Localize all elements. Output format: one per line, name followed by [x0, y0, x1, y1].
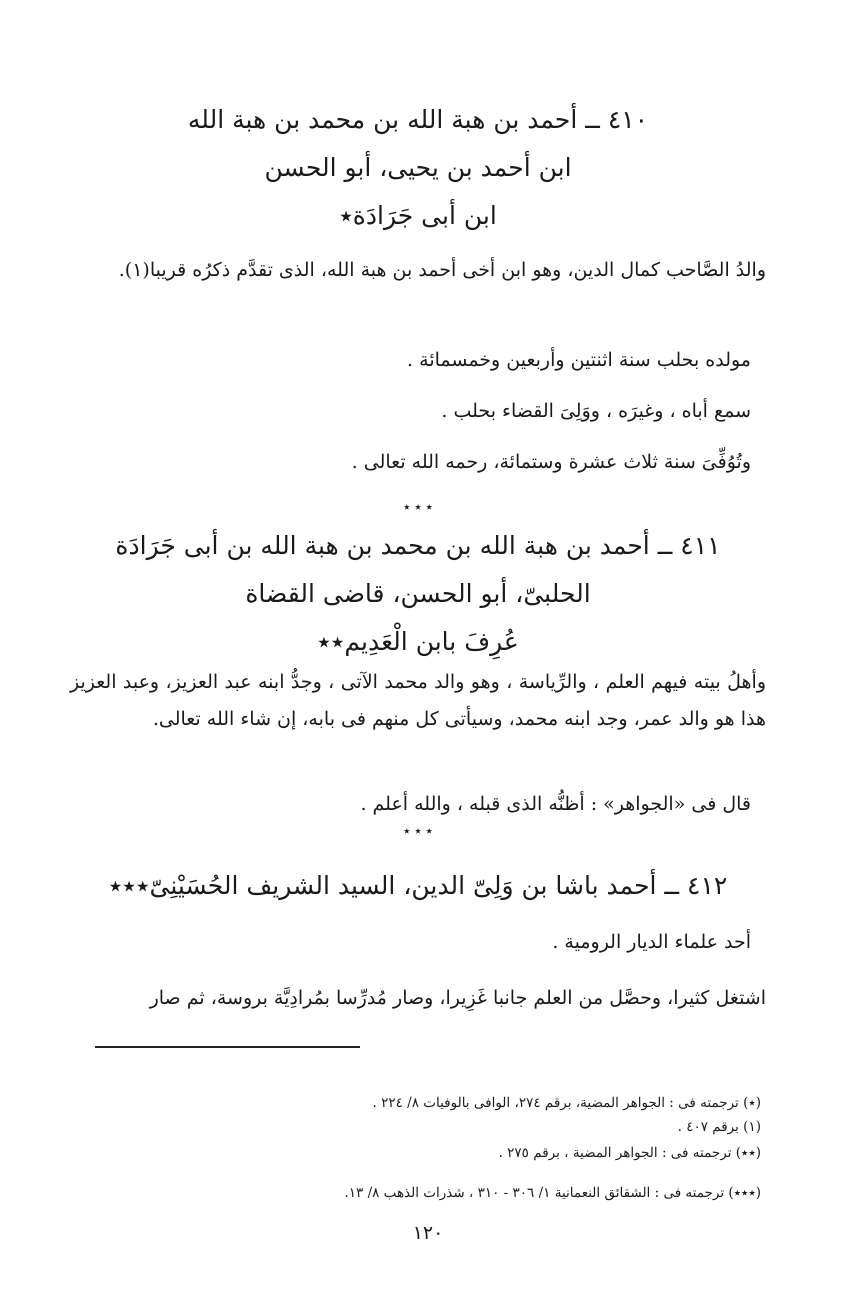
- footnote: (١) برقم ٤٠٧ .: [677, 1119, 761, 1135]
- text-line: مولده بحلب سنة اثنتين وأربعين وخمسمائة .: [407, 349, 751, 371]
- entry-411-lines: [70, 786, 751, 823]
- heading-line: ابن أحمد بن يحيى، أبو الحسن: [264, 153, 572, 182]
- heading-line: الحلبىّ، أبو الحسن، قاضى القضاة: [245, 579, 591, 608]
- text-line: سمع أباه ، وغيرَه ، ووَلِىَ القضاء بحلب .: [441, 400, 751, 422]
- entry-410-lines: [70, 342, 751, 481]
- entry-410-heading: [70, 96, 766, 240]
- footnote: (٭٭٭) ترجمته فى : الشقائق النعمانية ١/ ٣٠٦ - ٣١٠ ، شذرات الذهب ٨/ ١٣.: [344, 1185, 761, 1201]
- section-separator: ٭ ٭ ٭: [403, 500, 433, 515]
- heading-line: عُرِفَ بابن الْعَدِيم٭٭: [317, 627, 519, 656]
- heading-line: ٤١١ ــ أحمد بن هبة الله بن محمد بن هبة الله بن أبى جَرَادَة: [115, 531, 721, 560]
- heading-line: ٤١٢ ــ أحمد باشا بن وَلِىّ الدين، السيد الشريف الحُسَيْنِىّ٭٭٭: [108, 871, 728, 900]
- entry-412-intro: اشتغل كثيرا، وحصَّل من العلم جانبا غَزِيرا، وصار مُدرِّسا بمُرادِيَّة بروسة، ثم صار: [149, 987, 766, 1009]
- footnote: (٭٭) ترجمته فى : الجواهر المضية ، برقم ٢٧٥ .: [498, 1145, 761, 1161]
- footnote-divider: [95, 1046, 360, 1048]
- heading-line: ابن أبى جَرَادَة٭: [339, 201, 497, 230]
- heading-line: ٤١٠ ــ أحمد بن هبة الله بن محمد بن هبة الله: [187, 105, 649, 134]
- section-separator: ٭ ٭ ٭: [403, 824, 433, 839]
- entry-411-heading: [70, 522, 766, 666]
- text-line: أحد علماء الديار الرومية .: [552, 931, 751, 953]
- entry-412-heading: [70, 862, 766, 910]
- entry-411-intro: وأهلُ بيته فيهم العلم ، والرِّياسة ، وهو والد محمد الآتى ، وجدُّ ابنه عبد العزيز، وعبد العزيز هذا هو والد عمر، وجد ابنه محمد، وسيأتى كل منهم فى بابه، إن شاء الله تعالى.: [70, 671, 766, 730]
- entry-412-lines: [70, 924, 751, 961]
- footnote: (٭) ترجمته فى : الجواهر المضية، برقم ٢٧٤، الوافى بالوفيات ٨/ ٢٢٤ .: [372, 1095, 761, 1111]
- text-line: وتُوُفِّىَ سنة ثلاث عشرة وستمائة، رحمه الله تعالى .: [351, 451, 751, 473]
- entry-410-intro: والدُ الصَّاحب كمال الدين، وهو ابن أخى أحمد بن هبة الله، الذى تقدَّم ذكرُه قريبا(١).: [118, 259, 766, 281]
- text-line: قال فى «الجواهر» : أظنُّه الذى قبله ، والله أعلم .: [360, 793, 751, 815]
- page-number: ١٢٠: [412, 1222, 444, 1244]
